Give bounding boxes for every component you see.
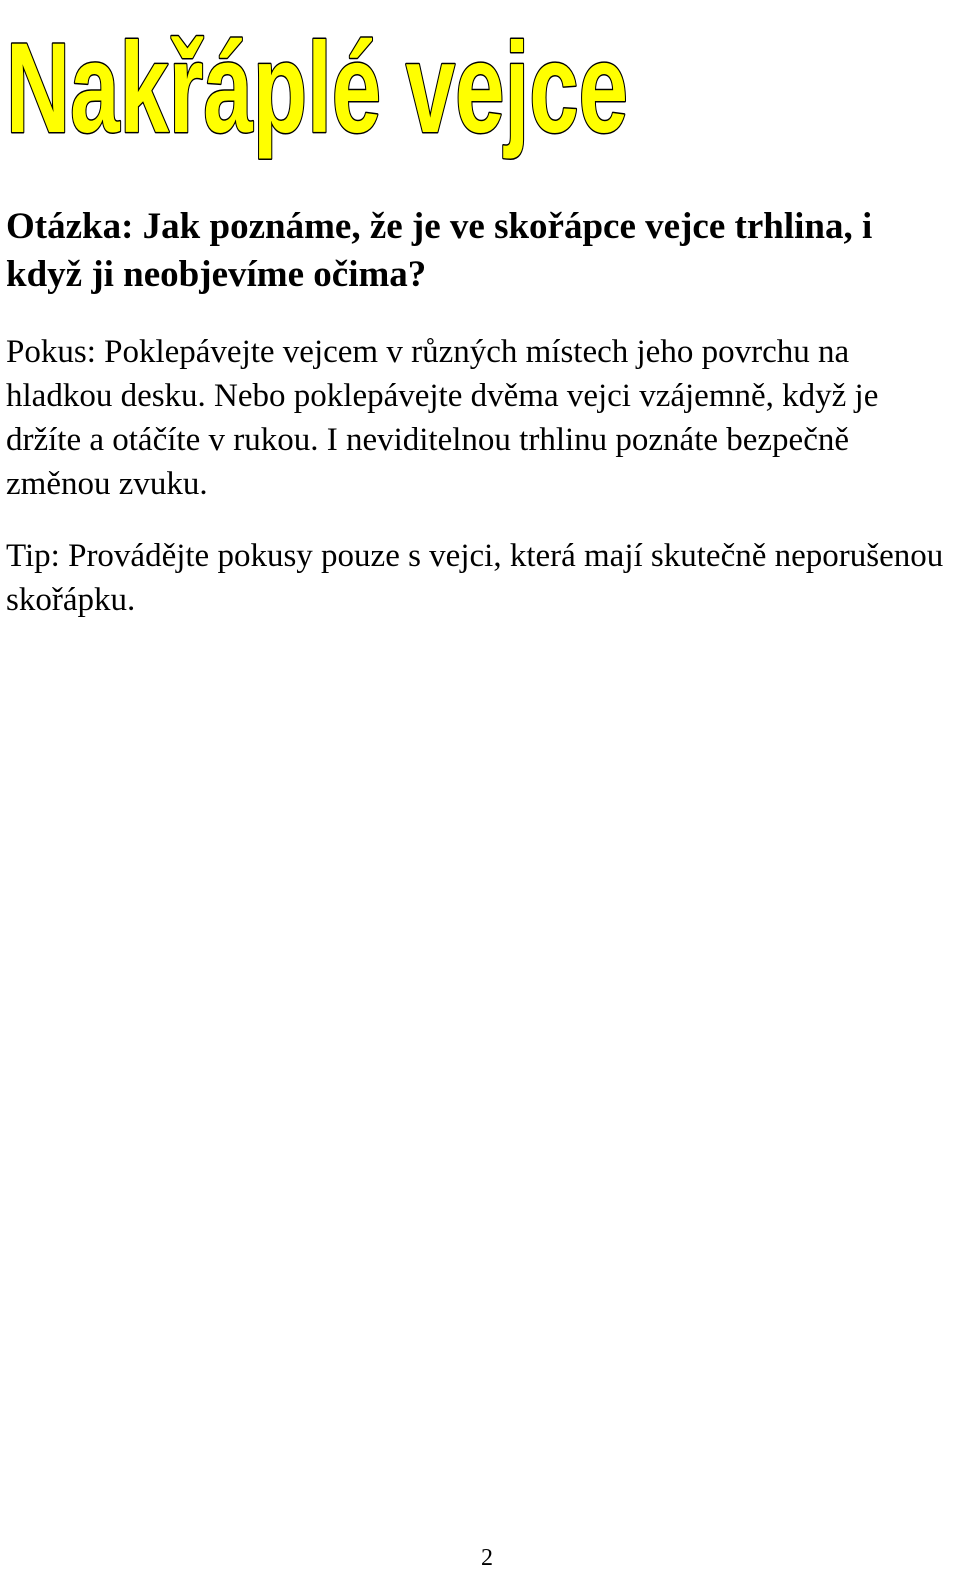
page-number: 2	[481, 1545, 493, 1571]
title-wordart	[4, 0, 644, 175]
experiment-paragraph: Pokus: Poklepávejte vejcem v různých místech jeho povrchu na hladkou desku. Nebo poklepávejte dvěma vejci vzájemně, když je držíte a otáčíte v rukou. I neviditelnou trhlinu poznáte bezpečně změnou zvuku.	[6, 334, 879, 502]
title-text: Nakřáplé vejce	[6, 17, 628, 160]
question-paragraph: Otázka: Jak poznáme, že je ve skořápce vejce trhlina, i když ji neobjevíme očima?	[6, 206, 873, 295]
tip-paragraph: Tip: Provádějte pokusy pouze s vejci, která mají skutečně neporušenou skořápku.	[6, 538, 944, 618]
page-title	[4, 0, 644, 175]
